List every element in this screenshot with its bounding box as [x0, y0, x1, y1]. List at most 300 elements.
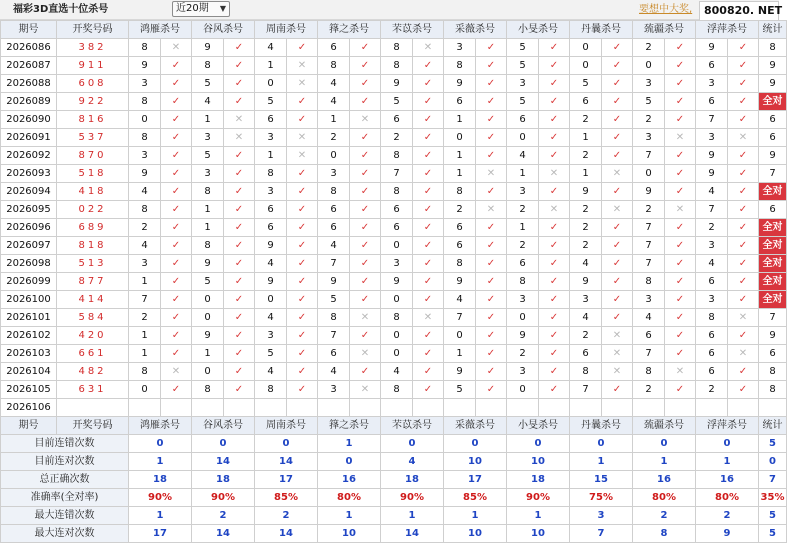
stats-value: 1	[318, 507, 381, 525]
cross-icon: ✕	[602, 327, 633, 345]
kill-number-cell: 8	[192, 57, 224, 75]
stats-value: 2	[192, 507, 255, 525]
check-icon: ✓	[224, 219, 255, 237]
draw-number-cell: 414	[57, 291, 129, 309]
kill-number-cell: 9	[192, 39, 224, 57]
kill-number-cell: 2	[633, 39, 665, 57]
cross-icon: ✕	[539, 201, 570, 219]
check-icon: ✓	[224, 363, 255, 381]
period-cell: 2026095	[1, 201, 57, 219]
header-expert-4: 芣苡杀号	[381, 21, 444, 39]
check-icon: ✓	[476, 129, 507, 147]
cross-icon: ✕	[476, 165, 507, 183]
kill-number-cell: 2	[444, 201, 476, 219]
kill-number-cell: 8	[381, 381, 413, 399]
draw-number-cell: 022	[57, 201, 129, 219]
check-icon: ✓	[728, 111, 759, 129]
kill-number-cell: 3	[444, 39, 476, 57]
kill-number-cell: 8	[633, 363, 665, 381]
check-icon: ✓	[350, 39, 381, 57]
cross-icon: ✕	[665, 363, 696, 381]
stats-value: 10	[318, 525, 381, 543]
current-kill-number: 4	[633, 399, 665, 417]
kill-number-cell: 2	[570, 147, 602, 165]
check-icon: ✓	[350, 327, 381, 345]
header-expert-9: 浮萍杀号	[696, 21, 759, 39]
stats-value: 3	[570, 507, 633, 525]
period-cell: 2026093	[1, 165, 57, 183]
kill-number-cell: 7	[129, 291, 161, 309]
current-period-row	[1, 399, 787, 417]
stat-count-cell: 9	[759, 147, 787, 165]
check-icon: ✓	[161, 237, 192, 255]
stats-value: 16	[696, 471, 759, 489]
stats-value: 14	[381, 525, 444, 543]
kill-number-cell: 0	[129, 111, 161, 129]
kill-number-cell: 9	[696, 147, 728, 165]
check-icon: ✓	[413, 363, 444, 381]
kill-number-cell: 6	[444, 237, 476, 255]
draw-number-cell: 482	[57, 363, 129, 381]
kill-number-cell: 3	[633, 291, 665, 309]
period-range-select[interactable]	[172, 1, 230, 17]
check-icon: ✓	[602, 237, 633, 255]
kill-number-cell: 2	[318, 129, 350, 147]
table-row	[1, 111, 787, 129]
stat-count-cell: 9	[759, 75, 787, 93]
check-icon: ✓	[602, 255, 633, 273]
kill-number-cell: 9	[570, 273, 602, 291]
promo-link[interactable]: 要想中大奖,	[639, 4, 693, 15]
check-icon: ✓	[413, 147, 444, 165]
kill-number-cell: 8	[318, 309, 350, 327]
stats-value: 8	[633, 525, 696, 543]
stats-value: 18	[192, 471, 255, 489]
kill-number-cell: 3	[507, 291, 539, 309]
stat-count-cell: 6	[759, 111, 787, 129]
check-icon: ✓	[413, 255, 444, 273]
cross-icon: ✕	[476, 201, 507, 219]
header-expert-8: 巯疆杀号	[633, 417, 696, 435]
stats-value: 0	[759, 453, 787, 471]
check-icon: ✓	[161, 291, 192, 309]
table-header	[1, 21, 787, 39]
check-icon: ✓	[350, 183, 381, 201]
check-icon: ✓	[539, 93, 570, 111]
kill-number-cell: 7	[444, 309, 476, 327]
kill-number-cell: 5	[318, 291, 350, 309]
stats-row	[1, 489, 787, 507]
kill-number-cell: 7	[318, 255, 350, 273]
check-icon: ✓	[287, 219, 318, 237]
kill-number-cell: 0	[381, 345, 413, 363]
check-icon: ✓	[728, 165, 759, 183]
stat-count-cell: 8	[759, 381, 787, 399]
header-period: 期号	[1, 417, 57, 435]
period-cell: 2026099	[1, 273, 57, 291]
kill-number-cell: 0	[444, 129, 476, 147]
check-icon: ✓	[476, 111, 507, 129]
kill-number-cell: 6	[696, 273, 728, 291]
cross-icon: ✕	[350, 111, 381, 129]
check-icon: ✓	[350, 255, 381, 273]
stat-count-cell: 9	[759, 327, 787, 345]
kill-number-cell: 2	[633, 111, 665, 129]
kill-number-cell: 4	[255, 39, 287, 57]
stats-header	[1, 417, 787, 435]
stats-value: 1	[507, 507, 570, 525]
kill-number-cell: 7	[381, 165, 413, 183]
kill-number-cell: 7	[318, 327, 350, 345]
kill-number-cell: 3	[318, 381, 350, 399]
stats-value: 16	[318, 471, 381, 489]
stats-value: 90%	[507, 489, 570, 507]
stats-value: 90%	[381, 489, 444, 507]
check-icon: ✓	[665, 75, 696, 93]
kill-number-cell: 1	[255, 57, 287, 75]
check-icon: ✓	[539, 273, 570, 291]
cross-icon: ✕	[413, 39, 444, 57]
check-icon: ✓	[350, 237, 381, 255]
check-icon: ✓	[665, 219, 696, 237]
check-icon: ✓	[728, 237, 759, 255]
kill-number-cell: 1	[129, 273, 161, 291]
check-icon: ✓	[413, 291, 444, 309]
cross-icon: ✕	[287, 75, 318, 93]
check-icon: ✓	[539, 327, 570, 345]
stats-value: 0	[570, 435, 633, 453]
stats-label: 最大连对次数	[1, 525, 129, 543]
kill-number-cell: 6	[633, 327, 665, 345]
stats-value: 16	[633, 471, 696, 489]
all-correct-badge: 全对	[759, 291, 787, 309]
stat-count-cell: 8	[759, 39, 787, 57]
current-kill-number: 1	[696, 399, 728, 417]
kill-number-cell: 1	[444, 165, 476, 183]
stats-value: 10	[444, 453, 507, 471]
check-icon: ✓	[161, 255, 192, 273]
check-icon: ✓	[287, 39, 318, 57]
check-icon: ✓	[287, 183, 318, 201]
check-icon: ✓	[602, 147, 633, 165]
kill-number-cell: 8	[129, 363, 161, 381]
kill-number-cell: 8	[381, 183, 413, 201]
kill-number-cell: 1	[444, 111, 476, 129]
check-icon: ✓	[476, 363, 507, 381]
kill-number-cell: 0	[318, 147, 350, 165]
check-icon: ✓	[161, 345, 192, 363]
kill-number-cell: 2	[129, 309, 161, 327]
draw-number-cell: 420	[57, 327, 129, 345]
kill-number-cell: 5	[507, 57, 539, 75]
check-icon: ✓	[224, 309, 255, 327]
check-icon: ✓	[602, 75, 633, 93]
check-icon: ✓	[413, 381, 444, 399]
check-icon: ✓	[413, 183, 444, 201]
stats-value: 90%	[129, 489, 192, 507]
check-icon: ✓	[602, 381, 633, 399]
kill-number-cell: 3	[507, 75, 539, 93]
period-cell: 2026097	[1, 237, 57, 255]
kill-number-cell: 0	[507, 129, 539, 147]
period-cell: 2026103	[1, 345, 57, 363]
kill-number-cell: 9	[633, 183, 665, 201]
kill-number-cell: 3	[507, 363, 539, 381]
period-cell: 2026105	[1, 381, 57, 399]
kill-number-cell: 4	[444, 291, 476, 309]
check-icon: ✓	[413, 327, 444, 345]
draw-number-cell: 911	[57, 57, 129, 75]
draw-number-cell: 584	[57, 309, 129, 327]
stat-count-cell: 6	[759, 201, 787, 219]
table-row	[1, 255, 787, 273]
kill-number-cell: 1	[192, 201, 224, 219]
check-icon: ✓	[161, 111, 192, 129]
stats-value: 1	[633, 453, 696, 471]
kill-number-cell: 8	[255, 165, 287, 183]
stats-value: 1	[444, 507, 507, 525]
kill-number-cell: 1	[192, 345, 224, 363]
stats-value: 10	[444, 525, 507, 543]
cross-icon: ✕	[350, 309, 381, 327]
all-correct-badge: 全对	[759, 255, 787, 273]
table-row	[1, 291, 787, 309]
check-icon: ✓	[350, 165, 381, 183]
stats-value: 80%	[696, 489, 759, 507]
kill-number-cell: 8	[444, 255, 476, 273]
chevron-down-icon: ▼	[219, 4, 226, 13]
check-icon: ✓	[224, 381, 255, 399]
check-icon: ✓	[539, 381, 570, 399]
check-icon: ✓	[476, 219, 507, 237]
stat-count-cell: 6	[759, 345, 787, 363]
check-icon: ✓	[539, 111, 570, 129]
kill-number-cell: 3	[696, 237, 728, 255]
stats-row	[1, 507, 787, 525]
cross-icon: ✕	[602, 345, 633, 363]
check-icon: ✓	[224, 273, 255, 291]
kill-number-table	[0, 20, 787, 543]
check-icon: ✓	[476, 381, 507, 399]
kill-number-cell: 9	[696, 165, 728, 183]
kill-number-cell: 5	[192, 147, 224, 165]
cross-icon: ✕	[287, 147, 318, 165]
current-blank-cell	[413, 399, 444, 417]
cross-icon: ✕	[287, 129, 318, 147]
kill-number-cell: 4	[192, 93, 224, 111]
check-icon: ✓	[539, 309, 570, 327]
table-row	[1, 309, 787, 327]
kill-number-cell: 5	[570, 75, 602, 93]
check-icon: ✓	[287, 201, 318, 219]
kill-number-cell: 1	[318, 111, 350, 129]
kill-number-cell: 4	[318, 93, 350, 111]
draw-number-cell: 608	[57, 75, 129, 93]
stats-value: 5	[759, 435, 787, 453]
check-icon: ✓	[161, 165, 192, 183]
kill-number-cell: 3	[318, 165, 350, 183]
check-icon: ✓	[665, 237, 696, 255]
check-icon: ✓	[602, 57, 633, 75]
kill-number-cell: 4	[696, 183, 728, 201]
current-kill-number: 2	[192, 399, 224, 417]
check-icon: ✓	[161, 147, 192, 165]
all-correct-badge: 全对	[759, 219, 787, 237]
check-icon: ✓	[539, 219, 570, 237]
check-icon: ✓	[602, 39, 633, 57]
header-expert-7: 丹曩杀号	[570, 417, 633, 435]
kill-number-cell: 8	[192, 237, 224, 255]
header-expert-9: 浮萍杀号	[696, 417, 759, 435]
stats-row	[1, 453, 787, 471]
check-icon: ✓	[539, 345, 570, 363]
stats-value: 10	[507, 453, 570, 471]
check-icon: ✓	[665, 327, 696, 345]
period-cell: 2026098	[1, 255, 57, 273]
check-icon: ✓	[728, 147, 759, 165]
current-period-cell: 2026106	[1, 399, 57, 417]
kill-number-cell: 8	[318, 183, 350, 201]
kill-number-cell: 2	[570, 111, 602, 129]
kill-number-cell: 7	[633, 219, 665, 237]
current-blank-cell	[539, 399, 570, 417]
kill-number-cell: 8	[129, 129, 161, 147]
check-icon: ✓	[350, 201, 381, 219]
check-icon: ✓	[161, 219, 192, 237]
kill-number-cell: 0	[381, 291, 413, 309]
stats-label: 最大连错次数	[1, 507, 129, 525]
kill-number-cell: 4	[318, 363, 350, 381]
kill-number-cell: 8	[381, 57, 413, 75]
kill-number-cell: 3	[255, 183, 287, 201]
check-icon: ✓	[476, 273, 507, 291]
table-row	[1, 183, 787, 201]
stats-value: 1	[318, 435, 381, 453]
kill-number-cell: 6	[507, 255, 539, 273]
check-icon: ✓	[728, 327, 759, 345]
kill-number-cell: 9	[255, 273, 287, 291]
kill-number-cell: 7	[696, 201, 728, 219]
stat-count-cell: 7	[759, 165, 787, 183]
check-icon: ✓	[602, 129, 633, 147]
stats-value: 85%	[444, 489, 507, 507]
stats-value: 0	[444, 435, 507, 453]
kill-number-cell: 6	[570, 93, 602, 111]
kill-number-cell: 2	[507, 237, 539, 255]
check-icon: ✓	[665, 57, 696, 75]
stats-value: 0	[129, 435, 192, 453]
stats-value: 18	[381, 471, 444, 489]
check-icon: ✓	[350, 75, 381, 93]
kill-number-cell: 6	[696, 57, 728, 75]
kill-number-cell: 9	[444, 75, 476, 93]
kill-number-cell: 0	[633, 165, 665, 183]
kill-number-cell: 6	[255, 201, 287, 219]
check-icon: ✓	[224, 75, 255, 93]
kill-number-cell: 5	[381, 93, 413, 111]
period-cell: 2026100	[1, 291, 57, 309]
kill-number-cell: 2	[633, 381, 665, 399]
stats-value: 0	[633, 435, 696, 453]
kill-number-cell: 2	[633, 201, 665, 219]
kill-number-cell: 4	[255, 309, 287, 327]
check-icon: ✓	[287, 381, 318, 399]
check-icon: ✓	[665, 39, 696, 57]
kill-number-cell: 8	[129, 201, 161, 219]
current-blank-cell	[759, 399, 787, 417]
period-cell: 2026091	[1, 129, 57, 147]
kill-number-cell: 6	[444, 93, 476, 111]
kill-number-cell: 6	[255, 111, 287, 129]
kill-number-cell: 1	[507, 219, 539, 237]
table-row	[1, 93, 787, 111]
stats-value: 4	[381, 453, 444, 471]
header-draw-number: 开奖号码	[57, 21, 129, 39]
header-expert-5: 采薇杀号	[444, 417, 507, 435]
check-icon: ✓	[161, 57, 192, 75]
current-blank-cell	[602, 399, 633, 417]
draw-number-cell: 661	[57, 345, 129, 363]
kill-number-cell: 7	[633, 147, 665, 165]
check-icon: ✓	[728, 363, 759, 381]
cross-icon: ✕	[224, 111, 255, 129]
kill-number-cell: 3	[381, 255, 413, 273]
table-row	[1, 165, 787, 183]
kill-number-cell: 2	[570, 201, 602, 219]
kill-number-cell: 4	[696, 255, 728, 273]
kill-number-cell: 3	[255, 129, 287, 147]
kill-number-cell: 6	[318, 39, 350, 57]
check-icon: ✓	[728, 57, 759, 75]
period-cell: 2026102	[1, 327, 57, 345]
kill-number-cell: 8	[381, 147, 413, 165]
kill-number-cell: 6	[255, 219, 287, 237]
period-cell: 2026087	[1, 57, 57, 75]
kill-number-cell: 9	[129, 165, 161, 183]
kill-number-cell: 2	[696, 219, 728, 237]
kill-number-cell: 6	[318, 219, 350, 237]
cross-icon: ✕	[665, 201, 696, 219]
draw-number-cell: 818	[57, 237, 129, 255]
kill-number-cell: 3	[696, 75, 728, 93]
check-icon: ✓	[665, 183, 696, 201]
check-icon: ✓	[539, 255, 570, 273]
draw-number-cell: 922	[57, 93, 129, 111]
period-cell: 2026101	[1, 309, 57, 327]
current-kill-label: 当前期杀号	[57, 399, 129, 417]
kill-number-cell: 3	[507, 183, 539, 201]
draw-number-cell: 816	[57, 111, 129, 129]
kill-number-cell: 6	[696, 327, 728, 345]
stats-value: 9	[696, 525, 759, 543]
period-cell: 2026104	[1, 363, 57, 381]
current-kill-number: 1	[570, 399, 602, 417]
kill-number-cell: 2	[381, 129, 413, 147]
check-icon: ✓	[539, 291, 570, 309]
stats-value: 1	[570, 453, 633, 471]
header-expert-3: 箨之杀号	[318, 417, 381, 435]
stats-value: 75%	[570, 489, 633, 507]
stats-row	[1, 525, 787, 543]
kill-number-cell: 6	[444, 219, 476, 237]
kill-number-cell: 5	[507, 93, 539, 111]
kill-number-cell: 9	[381, 75, 413, 93]
cross-icon: ✕	[665, 129, 696, 147]
cross-icon: ✕	[413, 309, 444, 327]
stats-value: 85%	[255, 489, 318, 507]
check-icon: ✓	[161, 327, 192, 345]
check-icon: ✓	[665, 309, 696, 327]
